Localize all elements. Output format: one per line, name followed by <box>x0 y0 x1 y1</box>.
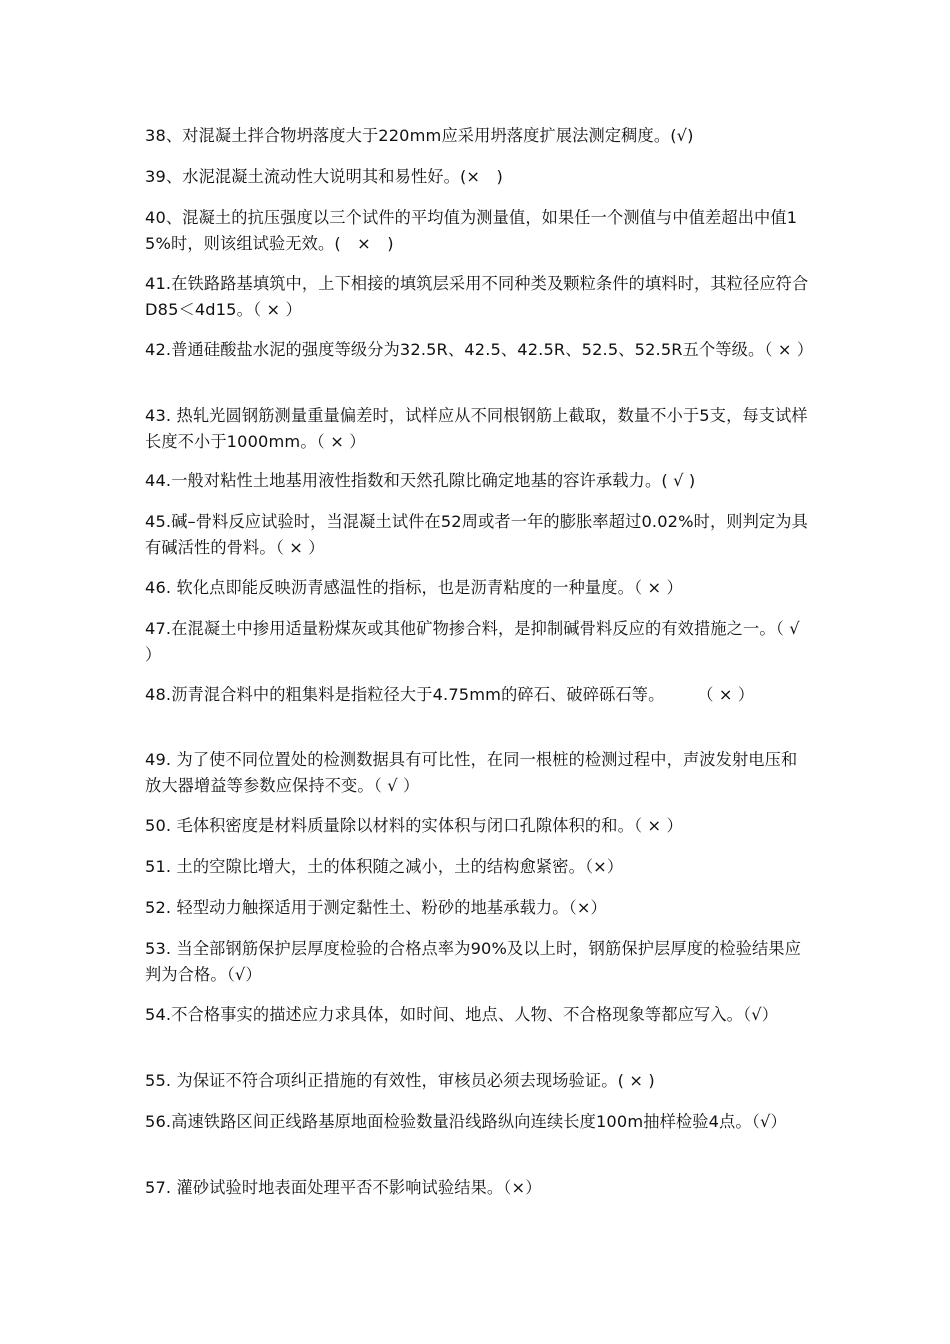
question-40: 40、混凝土的抗压强度以三个试件的平均值为测量值，如果任一个测值与中值差超出中值15%时，则该组试验无效。( × ) <box>145 208 798 253</box>
question-41: 41.在铁路路基填筑中，上下相接的填筑层采用不同种类及颗粒条件的填料时，其粒径应符合D85＜4d15。（ × ） <box>145 274 809 319</box>
question-46: 46. 软化点即能反映沥青感温性的指标，也是沥青粘度的一种量度。（ × ） <box>145 578 683 597</box>
question-56: 56.高速铁路区间正线路基原地面检验数量沿线路纵向连续长度100m抽样检验4点。（√） <box>145 1112 787 1131</box>
question-51: 51. 土的空隙比增大，土的体积随之减小，土的结构愈紧密。（×） <box>145 857 624 876</box>
question-43: 43. 热轧光圆钢筋测量重量偏差时，试样应从不同根钢筋上截取，数量不小于5支，每支试样长度不小于1000mm。（ × ） <box>145 406 808 451</box>
question-42: 42.普通硅酸盐水泥的强度等级分为32.5R、42.5、42.5R、52.5、52.5R五个等级。（ × ） <box>145 340 814 359</box>
question-55: 55. 为保证不符合项纠正措施的有效性，审核员必须去现场验证。( × ) <box>145 1071 655 1090</box>
question-53: 53. 当全部钢筋保护层厚度检验的合格点率为90%及以上时，钢筋保护层厚度的检验结果应判为合格。（√） <box>145 939 802 984</box>
question-44: 44.一般对粘性土地基用液性指数和天然孔隙比确定地基的容许承载力。( √ ) <box>145 471 696 490</box>
question-47: 47.在混凝土中掺用适量粉煤灰或其他矿物掺合料，是抑制碱骨料反应的有效措施之一。（ √ ） <box>145 619 800 664</box>
question-45: 45.碱–骨料反应试验时，当混凝土试件在52周或者一年的膨胀率超过0.02%时，则判定为具有碱活性的骨料。（ × ） <box>145 512 808 557</box>
question-38: 38、对混凝土拌合物坍落度大于220mm应采用坍落度扩展法测定稠度。(√) <box>145 126 694 145</box>
question-50: 50. 毛体积密度是材料质量除以材料的实体积与闭口孔隙体积的和。（ × ） <box>145 816 683 835</box>
question-49: 49. 为了使不同位置处的检测数据具有可比性，在同一根桩的检测过程中，声波发射电压和放大器增益等参数应保持不变。（ √ ） <box>145 750 798 795</box>
question-48: 48.沥青混合料中的粗集料是指粒径大于4.75mm的碎石、破碎砾石等。 （ × ） <box>145 685 755 704</box>
question-57: 57. 灌砂试验时地表面处理平否不影响试验结果。（×） <box>145 1178 542 1197</box>
question-54: 54.不合格事实的描述应力求具体，如时间、地点、人物、不合格现象等都应写入。（√） <box>145 1005 779 1024</box>
question-52: 52. 轻型动力触探适用于测定黏性土、粉砂的地基承载力。（×） <box>145 898 607 917</box>
question-39: 39、水泥混凝土流动性大说明其和易性好。(× ) <box>145 167 503 186</box>
